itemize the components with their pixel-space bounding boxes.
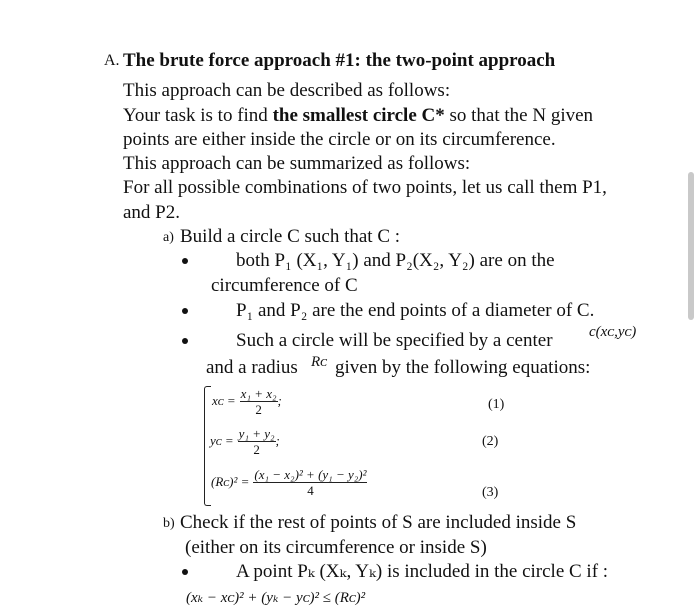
equation-3-numerator: (x₁ − x₂)² + (y₁ − y₂)²: [254, 467, 367, 482]
equation-1-tail: ;: [277, 393, 282, 409]
equation-2-fraction: [238, 426, 276, 457]
equation-1-denominator: 2: [255, 402, 262, 417]
bullet-dot: [182, 258, 188, 264]
equation-3-denominator: 4: [307, 483, 314, 498]
bullet-2: P₁ and P₂ are the end points of a diameter of C.: [236, 300, 595, 321]
paragraph-line-5: For all possible combinations of two points, let us call them P1,: [123, 177, 607, 198]
equation-1-numerator: x₁ + x₂: [240, 386, 277, 401]
equation-1-fraction: [240, 386, 278, 417]
equation-2-numerator: y₁ + y₂: [238, 426, 275, 441]
bullet-1-line-1: both P₁ (X₁, Y₁) and P₂(X₂, Y₂) are on the: [236, 250, 555, 271]
paragraph-line-2: [123, 105, 593, 127]
paragraph-line-2-start: Your task is to find: [123, 105, 273, 126]
bullet-dot: [182, 308, 188, 314]
bullet-dot: [182, 338, 188, 344]
paragraph-line-2-bold: the smallest circle C*: [272, 105, 445, 126]
equation-2: [210, 426, 280, 457]
bullet-3: Such a circle will be specified by a center: [236, 330, 553, 351]
paragraph-line-6: and P2.: [123, 202, 180, 223]
paragraph-line-3: points are either inside the circle or on its circumference.: [123, 129, 556, 150]
section-letter: A.: [104, 52, 120, 69]
radius-line-end: given by the following equations:: [335, 357, 591, 378]
bullet-dot: [182, 569, 188, 575]
equation-1: [212, 386, 282, 417]
scrollbar-thumb[interactable]: [688, 172, 694, 320]
inclusion-inequality: (xₖ − xᴄ)² + (yₖ − yᴄ)² ≤ (Rᴄ)²: [186, 590, 366, 606]
equation-2-lhs: yᴄ =: [210, 433, 234, 449]
equation-3-fraction: [253, 467, 367, 498]
equation-2-denominator: 2: [253, 442, 260, 457]
paragraph-line-2-end: so that the N given: [444, 105, 594, 126]
equation-3: [211, 467, 367, 498]
equation-1-number: (1): [488, 397, 505, 412]
step-a-text: Build a circle C such that C :: [180, 226, 401, 247]
radius-math: Rᴄ: [311, 354, 327, 370]
step-b-line-2: (either on its circumference or inside S): [185, 537, 487, 558]
equation-1-lhs: xᴄ =: [212, 393, 236, 409]
paragraph-line-4: This approach can be summarized as follows:: [123, 153, 471, 174]
radius-line-start: and a radius: [206, 357, 298, 378]
center-math: c(xᴄ,yᴄ): [589, 324, 637, 340]
bullet-1-line-2: circumference of C: [211, 275, 358, 296]
equation-3-lhs: (Rᴄ)² =: [211, 474, 250, 490]
step-b-marker: b): [163, 516, 175, 531]
step-a-marker: a): [163, 230, 174, 245]
equation-3-number: (3): [482, 485, 499, 500]
step-b-line-1: Check if the rest of points of S are included inside S: [180, 512, 577, 533]
equation-2-tail: ;: [275, 433, 280, 449]
section-title: The brute force approach #1: the two-point approach: [123, 50, 556, 71]
equation-2-number: (2): [482, 434, 499, 449]
paragraph-line-1: This approach can be described as follows:: [123, 80, 451, 101]
step-b-bullet: A point Pₖ (Xₖ, Yₖ) is included in the circle C if :: [236, 561, 609, 582]
